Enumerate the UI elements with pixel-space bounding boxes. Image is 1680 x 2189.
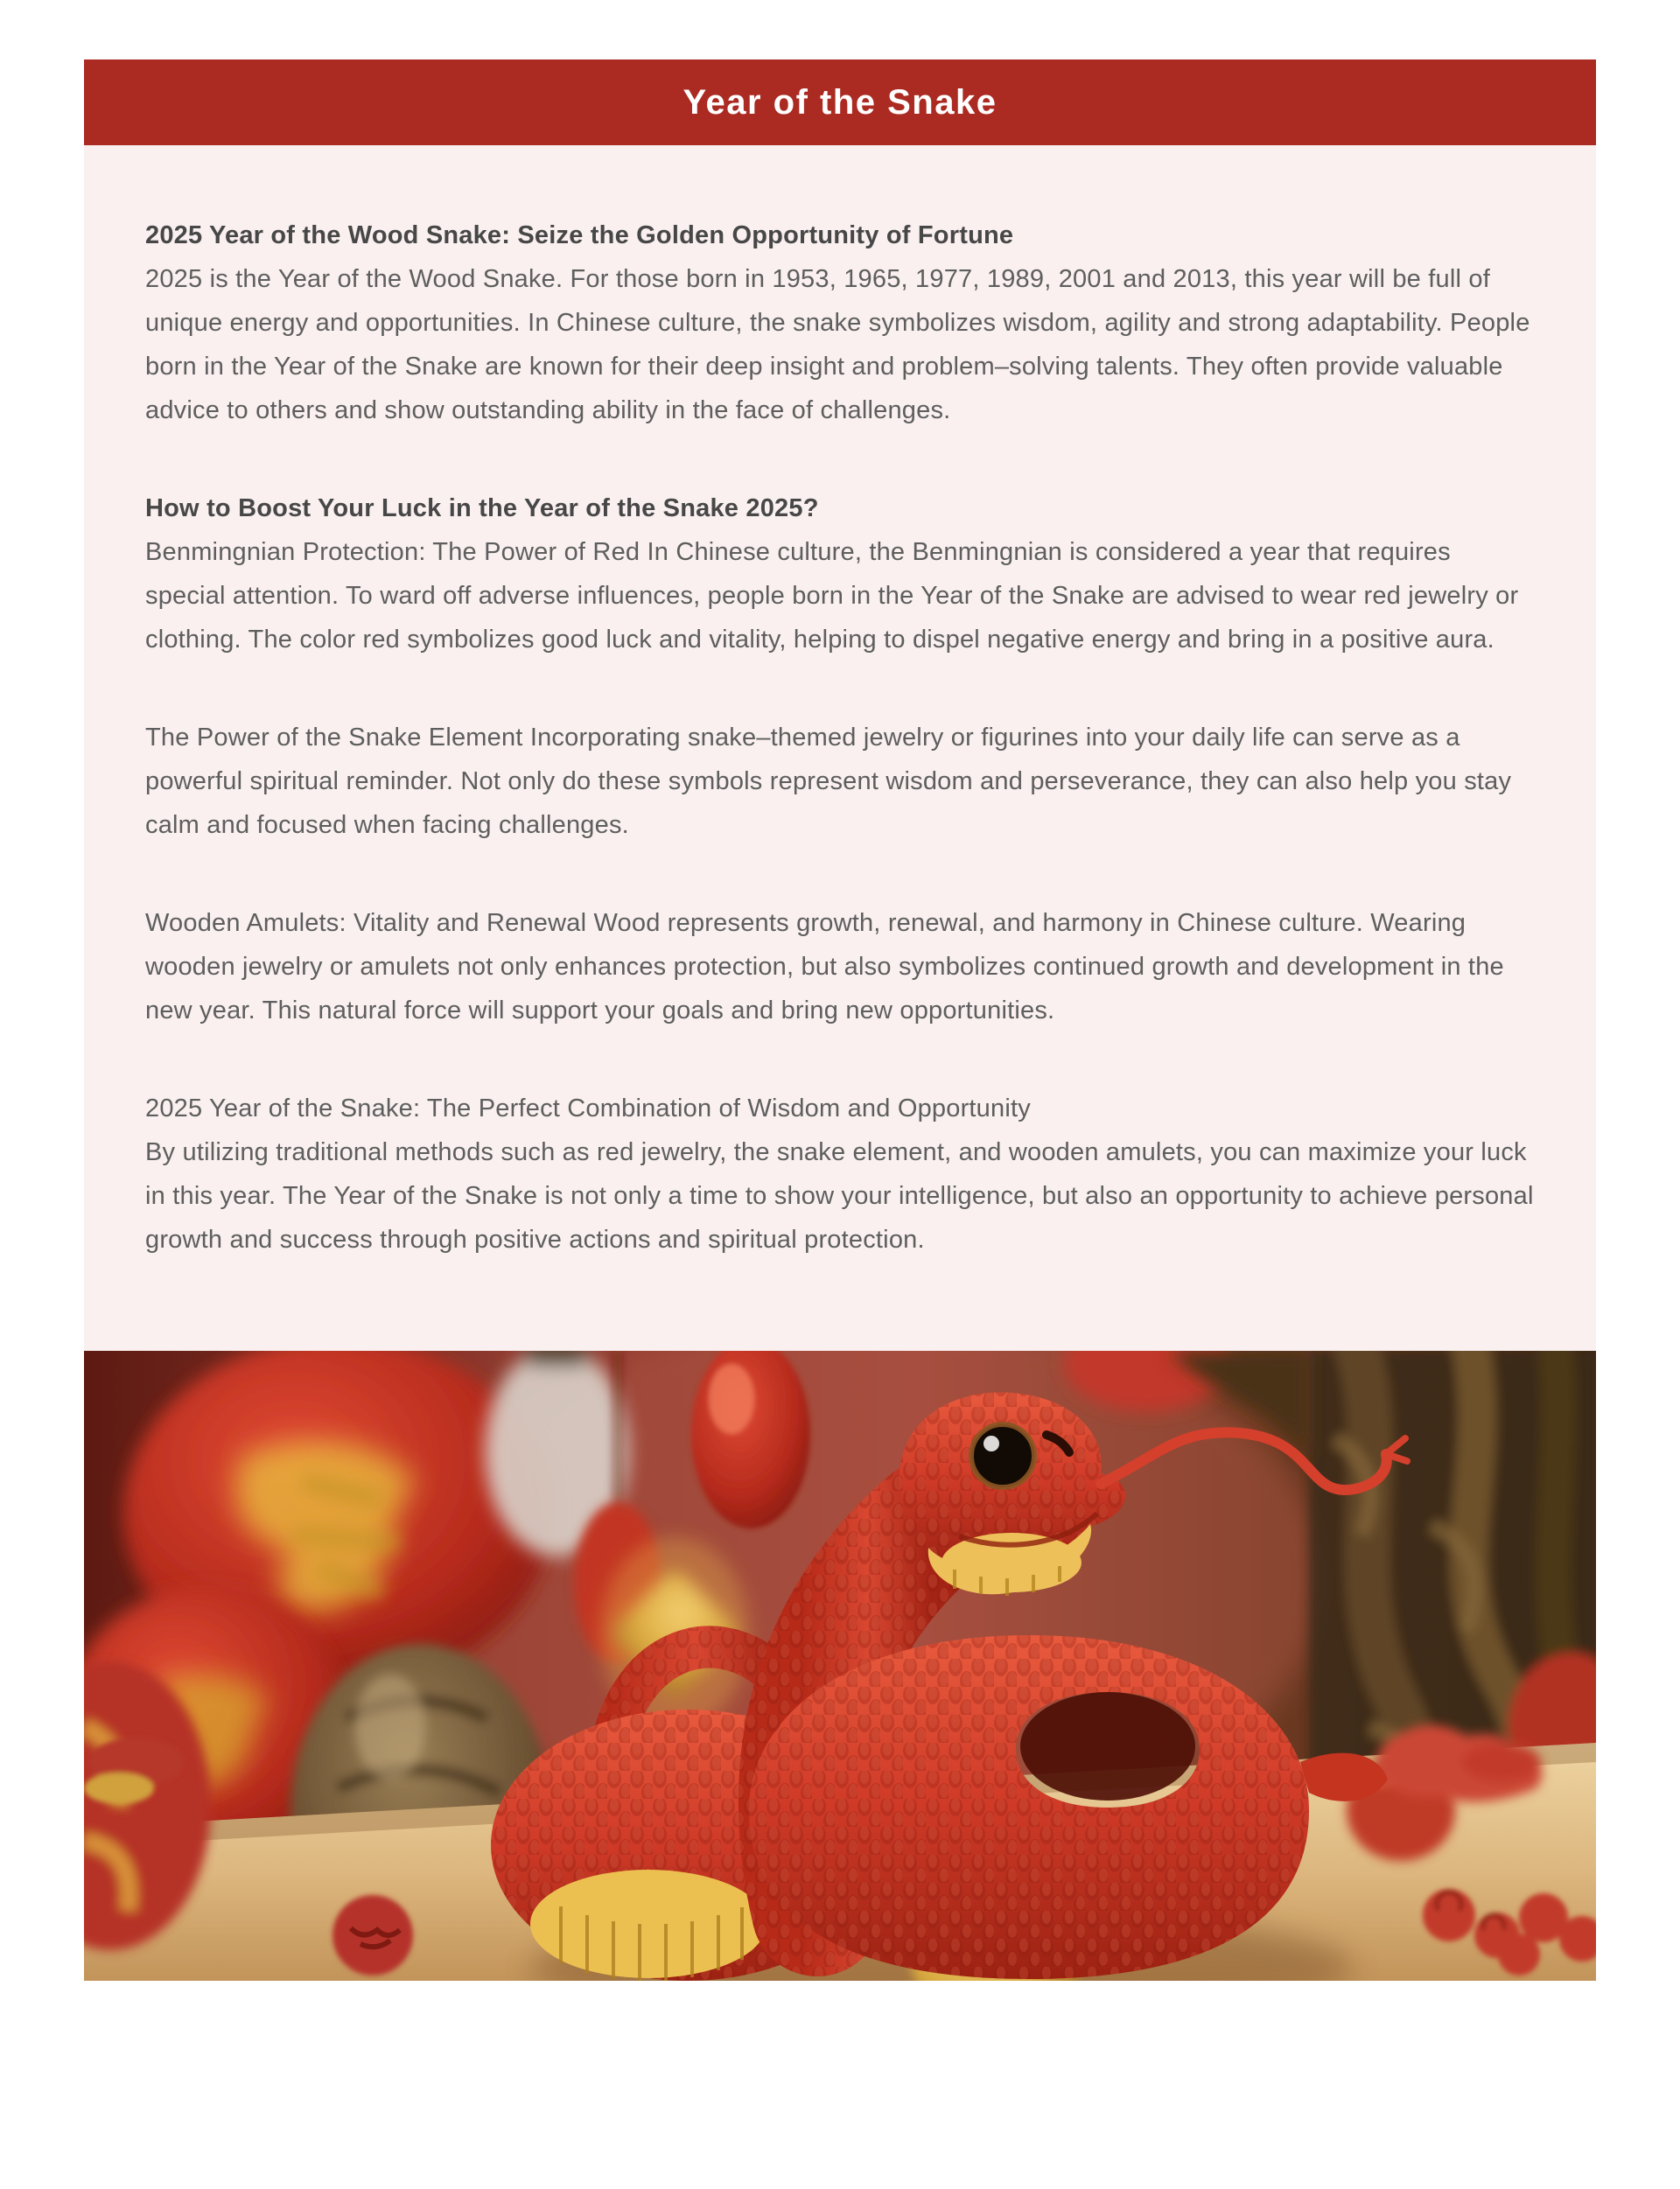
section-boost-luck	[145, 486, 1535, 661]
snake-illustration-svg	[84, 1351, 1596, 1981]
section-wood-snake	[145, 213, 1535, 432]
snake-illustration	[84, 1351, 1596, 1981]
red-tag	[332, 1895, 413, 1976]
section-snake-element	[145, 716, 1535, 847]
section-wood-snake-body: 2025 is the Year of the Wood Snake. For those born in 1953, 1965, 1977, 1989, 2001 and 2013, this year will be full of unique energy and opportunities. In Chinese culture, the snake symbolizes wisdom, agility and strong adaptability. People born in the Year of the Snake are known for their deep insight and problem–solving talents. They often provide valuable advice to others and show outstanding ability in the face of challenges.	[145, 265, 1530, 424]
section-wooden-amulets	[145, 901, 1535, 1032]
section-boost-luck-body: Benmingnian Protection: The Power of Red In Chinese culture, the Benmingnian is considered a year that requires special attention. To ward off adverse influences, people born in the Year of the Snake are advised to wear red jewelry or clothing. The color red symbolizes good luck and vitality, helping to dispel negative energy and bring in a positive aura.	[145, 538, 1519, 654]
section-conclusion	[145, 1087, 1535, 1262]
section-boost-luck-heading: How to Boost Your Luck in the Year of the Snake 2025?	[145, 494, 819, 522]
section-wooden-amulets-body: Wooden Amulets: Vitality and Renewal Wood represents growth, renewal, and harmony in Chinese culture. Wearing wooden jewelry or amulets not only enhances protection, but also symbolizes continued growth and development in the new year. This natural force will support your goals and bring new opportunities.	[145, 909, 1504, 1025]
section-snake-element-body: The Power of the Snake Element Incorporating snake–themed jewelry or figurines into your daily life can serve as a powerful spiritual reminder. Not only do these symbols represent wisdom and perseverance, they can also help you stay calm and focused when facing challenges.	[145, 724, 1512, 839]
section-conclusion-body: By utilizing traditional methods such as red jewelry, the snake element, and wooden amulets, you can maximize your luck in this year. The Year of the Snake is not only a time to show your intelligence, but also an opportunity to achieve personal growth and success through positive actions and spiritual protection.	[145, 1138, 1534, 1254]
section-wood-snake-heading: 2025 Year of the Wood Snake: Seize the Golden Opportunity of Fortune	[145, 221, 1014, 249]
section-conclusion-heading: 2025 Year of the Snake: The Perfect Combination of Wisdom and Opportunity	[145, 1094, 1031, 1122]
page-header	[84, 59, 1596, 145]
article-content	[84, 145, 1596, 1351]
page-title: Year of the Snake	[682, 82, 998, 122]
page	[84, 59, 1596, 1981]
